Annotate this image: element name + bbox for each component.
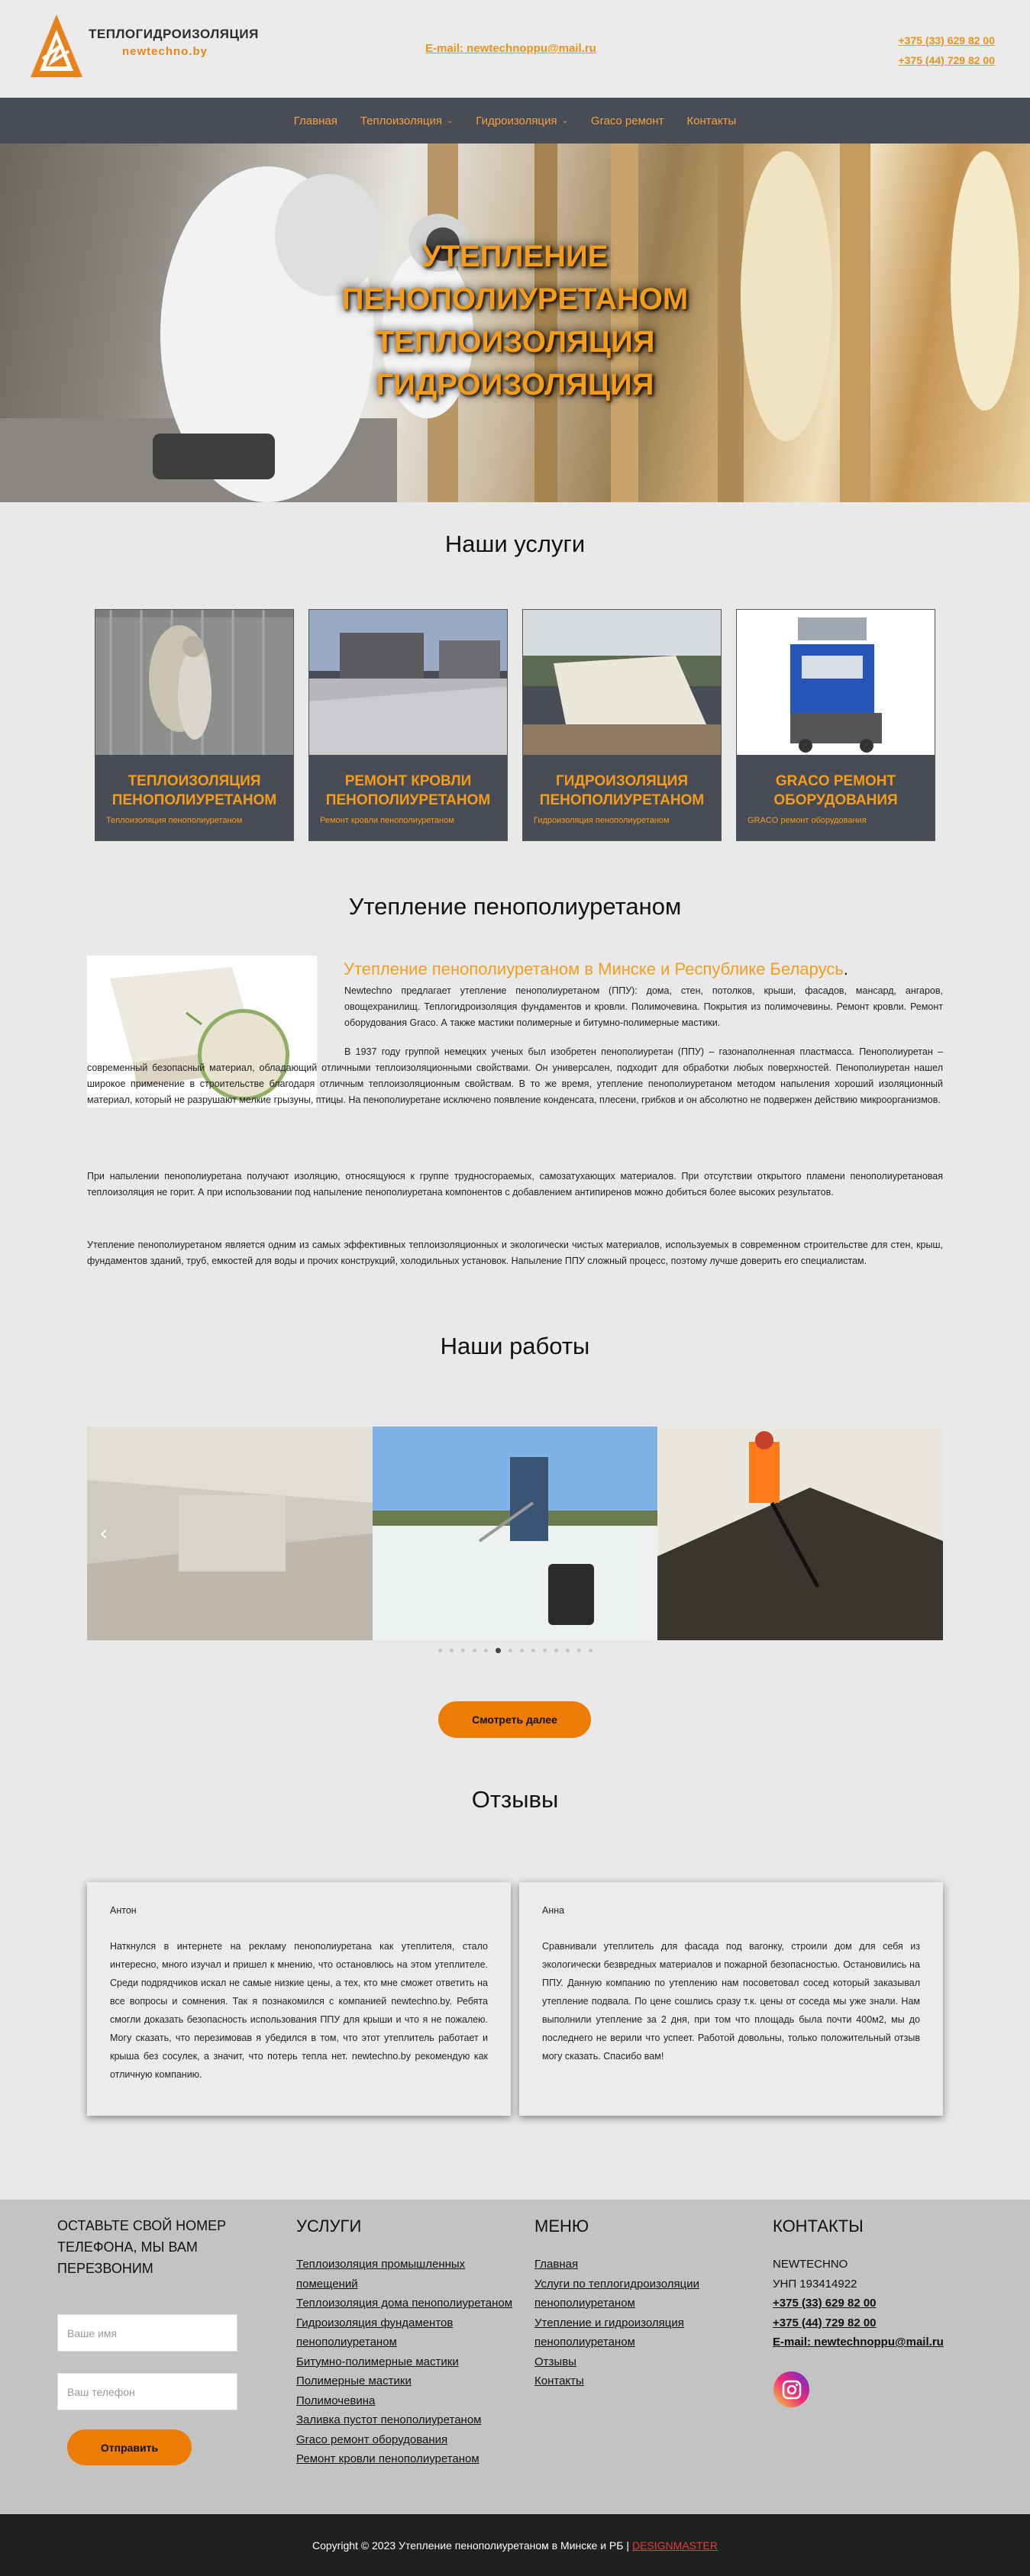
about-paragraph-3: При напылении пенополиуретана получают изоляцию, относящуюся к группе трудносгораемых, самозатухающих материалов. При отсутствии открытого пламени пенополиуретановая теплоизоляция не горит. А при использовании под напыление пенополиуретана компонентов с добавлением антипиренов можно добиться более высоких результатов. [87, 1171, 943, 1198]
service-image [737, 610, 935, 755]
header-email-link[interactable]: E-mail: newtechnoppu@mail.ru [425, 42, 596, 55]
title-line: GRACO РЕМОНТ [775, 773, 896, 789]
work-slide [87, 1427, 373, 1640]
service-card-title [523, 772, 721, 810]
designer-link[interactable]: DESIGNMASTER [631, 2539, 718, 2552]
title-line: ТЕПЛОИЗОЛЯЦИЯ [128, 773, 261, 789]
nav-item-contacts[interactable] [686, 114, 736, 127]
footer-service-link[interactable]: Заливка пустот пенополиуретаном [296, 2413, 482, 2426]
works-title: Наши работы [440, 1333, 590, 1359]
instagram-icon[interactable] [773, 2371, 809, 2407]
footer-menu-link[interactable]: Главная [534, 2258, 579, 2271]
see-more-button[interactable]: Смотреть далее [438, 1701, 591, 1738]
service-image [523, 610, 721, 755]
nav-label: Graco ремонт [590, 114, 664, 127]
footer-services [296, 2215, 518, 2469]
submit-button[interactable]: Отправить [67, 2429, 192, 2465]
service-card-title [95, 772, 293, 810]
copyright-text: Copyright © 2023 Утепление пенополиуретаном в Минске и РБ | [312, 2539, 629, 2552]
service-card-roof[interactable] [308, 609, 508, 841]
footer-services-title: УСЛУГИ [296, 2217, 362, 2236]
nav-label: Контакты [686, 114, 737, 127]
service-card-subtitle: GRACO ремонт оборудования [747, 816, 867, 825]
footer-menu-link[interactable]: Отзывы [534, 2355, 576, 2368]
footer-phone-2[interactable]: +375 (44) 729 82 00 [773, 2316, 877, 2329]
service-image [95, 610, 293, 755]
about-paragraph-4: Утепление пенополиуретаном является одним из самых эффективных теплоизоляционных и экологически чистых материалов, используемых в современном строительстве для стен, крыш, фундаментов зданий, труб, емкостей для воды и прочих конструкций, холодильных установок. Напыление ППУ сложный процесс, поэтому лучше доверить его специалистам. [87, 1240, 943, 1266]
about-heading [344, 959, 848, 979]
footer-phone-1[interactable]: +375 (33) 629 82 00 [773, 2297, 877, 2310]
review-author: Антон [110, 1905, 137, 1916]
hero-line: УТЕПЛЕНИЕ [421, 240, 609, 273]
phone-input[interactable]: Ваш телефон [57, 2373, 237, 2410]
nav-label: Главная [293, 114, 337, 127]
carousel-dot[interactable] [484, 1649, 488, 1652]
footer-service-link[interactable]: Теплоизоляция промышленных помещений [296, 2258, 466, 2291]
work-slide [657, 1427, 943, 1640]
service-card-title [737, 772, 935, 810]
company-unp: УНП 193414922 [773, 2277, 857, 2291]
review-card [87, 1882, 511, 2116]
carousel-dot[interactable] [520, 1649, 524, 1652]
nav-item-thermal-insulation[interactable] [360, 114, 454, 127]
carousel-dot[interactable] [566, 1649, 570, 1652]
footer-menu-link[interactable]: Контакты [534, 2374, 584, 2387]
review-card [519, 1882, 943, 2116]
services-title: Наши услуги [444, 530, 586, 557]
footer-menu-list [534, 2255, 725, 2391]
work-slide [373, 1427, 658, 1640]
hero-line: ГИДРОИЗОЛЯЦИЯ [376, 368, 654, 401]
copyright-bar [0, 2514, 1030, 2576]
footer-email[interactable]: E-mail: newtechnoppu@mail.ru [773, 2336, 944, 2349]
about-heading-text: Утепление пенополиуретаном в Минске и Республике Беларусь [344, 959, 844, 978]
about-paragraph-2: В 1937 году группой немецких ученых был изобретен пенополиуретан (ППУ) – газонаполненная пластмасса. Пенополиуретан – современный безопасный материал, обладающий отличными теплоизоляционными свойствами. Он универсален, подходит для обработки любых поверхностей. Пенополиуретан нашел широкое применение в строительстве благодаря отличным теплоизоляционным свойствам. В то же время, утепление пенополиуретаном методом напыления хороший изоляционный материал, который не разрушают мелкие грызуны, птицы. На пенополиуретане исключено появление конденсата, плесени, грибков и он абсолютно не подвержен действию микроорганизмов. [87, 1046, 943, 1105]
carousel-prev-icon[interactable]: ‹ [99, 1520, 108, 1546]
main-nav [0, 98, 1030, 143]
title-line: ГИДРОИЗОЛЯЦИЯ [556, 773, 688, 789]
company-name: NEWTECHNO [773, 2258, 848, 2271]
reviews-title: Отзывы [471, 1786, 559, 1813]
logo-domain: newtechno.by [122, 45, 208, 58]
header-phone-2[interactable]: +375 (44) 729 82 00 [898, 54, 995, 66]
carousel-dot[interactable] [461, 1649, 465, 1652]
chevron-down-icon: ⌄ [446, 116, 454, 125]
service-card-graco[interactable] [736, 609, 935, 841]
carousel-dots [0, 1649, 1030, 1653]
service-card-subtitle: Теплоизоляция пенополиуретаном [106, 816, 243, 825]
footer-menu [534, 2215, 725, 2391]
footer-service-link[interactable]: Полимочевина [296, 2394, 376, 2407]
carousel-dot[interactable] [450, 1649, 454, 1652]
carousel-dot[interactable] [509, 1649, 512, 1652]
hero-headline [0, 235, 1030, 406]
footer-service-link[interactable]: Битумно-полимерные мастики [296, 2355, 459, 2368]
review-text: Сравнивали утеплитель для фасада под вагонку, строили дом для себя из экологически безвредных материалов и пожарной безопасностью. Остановились на ППУ. Данную компанию по утеплению нам посоветовал сосед который заказывал утепление подвала. По цене сошлись сразу т.к. цены от соседа мы уже знали. Нам выполнили утепление за 2 дня, при том что площадь была почти 400м2, мы до последнего не верили что успеет. Работой довольны, только положительный отзыв могу сказать. Спасибо вам! [542, 1941, 920, 2062]
service-card-subtitle: Гидроизоляция пенополиуретаном [534, 816, 670, 825]
heading-dot: . [843, 959, 848, 978]
nav-item-home[interactable] [294, 114, 337, 127]
site-footer [0, 2200, 1030, 2514]
logo-triangle-icon [29, 13, 84, 79]
title-line: ПЕНОПОЛИУРЕТАНОМ [111, 792, 277, 808]
carousel-dot[interactable] [531, 1649, 535, 1652]
footer-service-link[interactable]: Полимерные мастики [296, 2374, 412, 2387]
header-phones [899, 31, 996, 70]
footer-services-list [296, 2255, 518, 2469]
name-input[interactable]: Ваше имя [57, 2314, 237, 2352]
carousel-dot[interactable] [554, 1649, 558, 1652]
instagram-glyph-icon [781, 2379, 802, 2400]
callback-title: ОСТАВЬТЕ СВОЙ НОМЕР ТЕЛЕФОНА, МЫ ВАМ ПЕРЕЗВОНИМ [57, 2218, 227, 2276]
carousel-dot[interactable] [496, 1648, 501, 1653]
hero-banner [0, 143, 1030, 502]
title-line: РЕМОНТ КРОВЛИ [344, 773, 472, 789]
works-carousel[interactable] [87, 1427, 943, 1640]
logo-name: ТЕПЛОГИДРОИЗОЛЯЦИЯ [89, 27, 259, 41]
review-text: Наткнулся в интернете на рекламу пенополиуретана как утеплителя, стало интересно, много изучал и пришел к мнению, что остановлюсь на этом утеплителе. Среди подрядчиков искал не самые низкие цены, а тех, кто мне сможет ответить на все вопросы и сомнения. Так я познакомился с компанией newtechno.by. Ребята смогли доказать безопасность использования ППУ для крыши и что я не пожалею. Могу сказать, что перезимовав я убедился в том, что этот утеплитель работает и крыша без сосулек, а значит, что потерь тепла нет. newtechno.by рекомендую как отличную компанию. [110, 1941, 488, 2080]
service-card-title [309, 772, 507, 810]
footer-menu-link[interactable]: Утепление и гидроизоляция пенополиуретаном [534, 2316, 684, 2349]
title-line: ОБОРУДОВАНИЯ [773, 792, 898, 808]
hero-line: ПЕНОПОЛИУРЕТАНОМ [341, 282, 689, 316]
title-line: ПЕНОПОЛИУРЕТАНОМ [325, 792, 491, 808]
title-line: ПЕНОПОЛИУРЕТАНОМ [539, 792, 705, 808]
nav-item-waterproofing[interactable] [476, 114, 568, 127]
carousel-dot[interactable] [589, 1649, 592, 1652]
nav-label: Гидроизоляция [476, 114, 557, 127]
footer-menu-title: МЕНЮ [534, 2217, 589, 2236]
hero-line: ТЕПЛОИЗОЛЯЦИЯ [375, 325, 655, 359]
review-author: Анна [542, 1905, 565, 1916]
about-paragraph-1: Newtechno предлагает утепление пенополиуретаном (ППУ): дома, стен, потолков, крыши, фасадов, мансард, ангаров, овощехранилищ. Теплогидроизоляция фундаментов и кровли. Полимочевина. Покрытия из полимочевины. Ремонт кровли. Ремонт оборудования Graco. А также мастики полимерные и битумно-полимерные мастики. [344, 985, 943, 1028]
service-card-subtitle: Ремонт кровли пенополиуретаном [320, 816, 454, 825]
footer-service-link[interactable]: Graco ремонт оборудования [296, 2433, 448, 2446]
service-card-thermal[interactable] [95, 609, 294, 841]
footer-contacts [773, 2215, 1002, 2352]
nav-label: Теплоизоляция [360, 114, 442, 127]
nav-item-graco[interactable] [591, 114, 664, 127]
site-header [0, 0, 1030, 98]
footer-contacts-list [773, 2255, 1002, 2352]
service-card-waterproof[interactable] [522, 609, 722, 841]
footer-service-link[interactable]: Ремонт кровли пенополиуретаном [296, 2452, 479, 2465]
footer-contacts-title: КОНТАКТЫ [773, 2217, 864, 2236]
header-phone-1[interactable]: +375 (33) 629 82 00 [898, 34, 995, 47]
site-logo[interactable] [29, 13, 258, 82]
carousel-dot[interactable] [543, 1649, 547, 1652]
chevron-down-icon: ⌄ [561, 116, 568, 125]
carousel-dot[interactable] [473, 1649, 476, 1652]
about-title: Утепление пенополиуретаном [348, 893, 682, 920]
carousel-dot[interactable] [577, 1649, 581, 1652]
footer-menu-link[interactable]: Услуги по теплогидроизоляции пенополиуретаном [534, 2277, 699, 2310]
footer-callback [57, 2215, 241, 2279]
footer-service-link[interactable]: Гидроизоляция фундаментов пенополиуретаном [296, 2316, 454, 2349]
footer-service-link[interactable]: Теплоизоляция дома пенополиуретаном [296, 2297, 513, 2310]
carousel-dot[interactable] [438, 1649, 442, 1652]
service-image [309, 610, 507, 755]
